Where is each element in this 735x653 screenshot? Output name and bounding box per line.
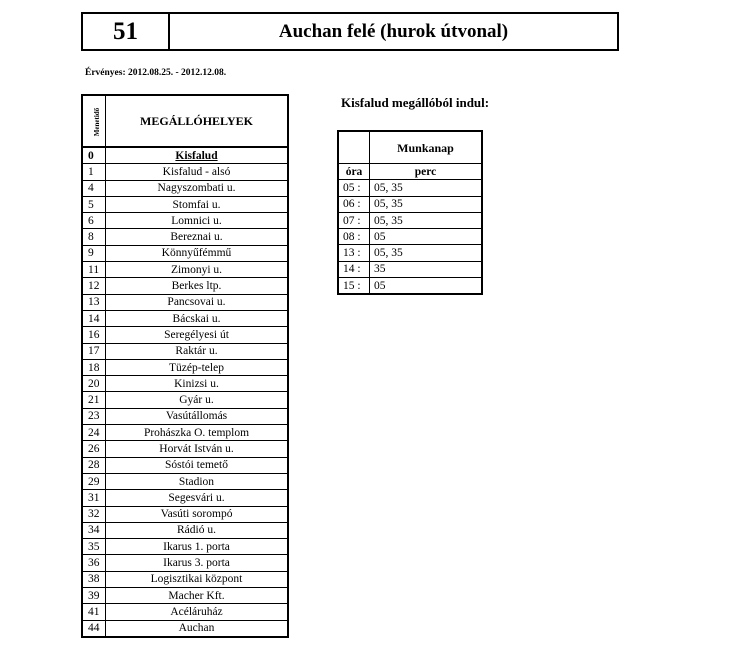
stop-row	[82, 310, 288, 326]
stop-travel-minutes: 34	[82, 522, 106, 538]
stop-travel-minutes: 23	[82, 408, 106, 424]
stop-row	[82, 343, 288, 359]
departure-hour: 15 :	[338, 278, 370, 295]
departures-table	[337, 130, 483, 295]
stop-travel-minutes: 38	[82, 571, 106, 587]
departure-minutes: 35	[370, 261, 483, 277]
departure-row	[338, 196, 482, 212]
departure-minutes: 05, 35	[370, 212, 483, 228]
departure-hour: 05 :	[338, 180, 370, 196]
stop-name: Kisfalud - alsó	[106, 164, 289, 180]
stop-row	[82, 147, 288, 164]
stop-travel-minutes: 21	[82, 392, 106, 408]
stop-travel-minutes: 32	[82, 506, 106, 522]
blank-header-cell	[338, 131, 370, 164]
stop-travel-minutes: 18	[82, 359, 106, 375]
stop-row	[82, 539, 288, 555]
stop-name: Könnyűfémmű	[106, 245, 289, 261]
stop-travel-minutes: 26	[82, 441, 106, 457]
stop-name: Bereznai u.	[106, 229, 289, 245]
stop-row	[82, 425, 288, 441]
stop-name: Stadion	[106, 473, 289, 489]
hour-column-header: óra	[338, 164, 370, 180]
stop-travel-minutes: 35	[82, 539, 106, 555]
departure-hour: 08 :	[338, 229, 370, 245]
departure-row	[338, 212, 482, 228]
stop-row	[82, 392, 288, 408]
stop-travel-minutes: 13	[82, 294, 106, 310]
stop-row	[82, 294, 288, 310]
stop-name: Rádió u.	[106, 522, 289, 538]
stop-travel-minutes: 6	[82, 213, 106, 229]
stops-table	[81, 94, 289, 638]
stop-name: Ikarus 3. porta	[106, 555, 289, 571]
departure-row	[338, 180, 482, 196]
stop-name: Macher Kft.	[106, 588, 289, 604]
stop-row	[82, 441, 288, 457]
stop-travel-minutes: 24	[82, 425, 106, 441]
stop-travel-minutes: 44	[82, 620, 106, 637]
validity-period: Érvényes: 2012.08.25. - 2012.12.08.	[85, 68, 227, 78]
stop-travel-minutes: 12	[82, 278, 106, 294]
minute-column-header: perc	[370, 164, 483, 180]
stop-name: Raktár u.	[106, 343, 289, 359]
departure-hour: 14 :	[338, 261, 370, 277]
stop-row	[82, 555, 288, 571]
departure-minutes: 05, 35	[370, 196, 483, 212]
stop-name: Horvát István u.	[106, 441, 289, 457]
stop-travel-minutes: 28	[82, 457, 106, 473]
stop-travel-minutes: 11	[82, 262, 106, 278]
stop-name: Tüzép-telep	[106, 359, 289, 375]
departure-row	[338, 245, 482, 261]
stop-row	[82, 229, 288, 245]
route-name: Auchan felé (hurok útvonal)	[278, 20, 509, 42]
stop-name: Vasútállomás	[106, 408, 289, 424]
stop-row	[82, 490, 288, 506]
stop-row	[82, 473, 288, 489]
stop-travel-minutes: 9	[82, 245, 106, 261]
stop-name: Acéláruház	[106, 604, 289, 620]
stop-name: Vasúti sorompó	[106, 506, 289, 522]
stop-travel-minutes: 5	[82, 196, 106, 212]
stop-row	[82, 408, 288, 424]
stops-column-header: MEGÁLLÓHELYEK	[106, 95, 289, 147]
stop-name: Zimonyi u.	[106, 262, 289, 278]
departure-row	[338, 229, 482, 245]
stop-row	[82, 327, 288, 343]
stop-row	[82, 164, 288, 180]
stop-row	[82, 457, 288, 473]
stop-row	[82, 522, 288, 538]
stop-name: Berkes ltp.	[106, 278, 289, 294]
stop-name: Sóstói temető	[106, 457, 289, 473]
stop-row	[82, 213, 288, 229]
stop-name: Prohászka O. templom	[106, 425, 289, 441]
stop-name: Seregélyesi út	[106, 327, 289, 343]
departure-hour: 07 :	[338, 212, 370, 228]
departure-minutes: 05	[370, 229, 483, 245]
stop-name: Lomnici u.	[106, 213, 289, 229]
stop-row	[82, 262, 288, 278]
stop-travel-minutes: 14	[82, 310, 106, 326]
stop-row	[82, 196, 288, 212]
stop-travel-minutes: 31	[82, 490, 106, 506]
minutes-column-header: Menetidő	[82, 95, 106, 147]
departure-row	[338, 261, 482, 277]
stop-row	[82, 588, 288, 604]
route-number: 51	[83, 14, 170, 49]
stop-row	[82, 620, 288, 637]
departure-hour: 13 :	[338, 245, 370, 261]
stop-row	[82, 359, 288, 375]
stop-travel-minutes: 0	[82, 147, 106, 164]
departure-minutes: 05, 35	[370, 245, 483, 261]
stop-name: Gyár u.	[106, 392, 289, 408]
stop-name: Stomfai u.	[106, 196, 289, 212]
departure-row	[338, 278, 482, 295]
stop-travel-minutes: 29	[82, 473, 106, 489]
stop-name: Auchan	[106, 620, 289, 637]
stop-travel-minutes: 41	[82, 604, 106, 620]
stop-name: Nagyszombati u.	[106, 180, 289, 196]
stop-row	[82, 506, 288, 522]
stop-travel-minutes: 16	[82, 327, 106, 343]
stop-name: Logisztikai központ	[106, 571, 289, 587]
stop-name: Pancsovai u.	[106, 294, 289, 310]
stop-name: Kisfalud	[106, 147, 289, 164]
departure-minutes: 05, 35	[370, 180, 483, 196]
departure-minutes: 05	[370, 278, 483, 295]
stop-travel-minutes: 1	[82, 164, 106, 180]
stop-row	[82, 278, 288, 294]
stop-name: Ikarus 1. porta	[106, 539, 289, 555]
stop-name: Kinizsi u.	[106, 376, 289, 392]
stop-name: Segesvári u.	[106, 490, 289, 506]
stop-travel-minutes: 20	[82, 376, 106, 392]
stop-row	[82, 604, 288, 620]
route-header	[81, 12, 619, 51]
departures-title: Kisfalud megállóból indul:	[341, 95, 490, 110]
stop-travel-minutes: 4	[82, 180, 106, 196]
stop-travel-minutes: 8	[82, 229, 106, 245]
stop-travel-minutes: 39	[82, 588, 106, 604]
stop-row	[82, 376, 288, 392]
stop-travel-minutes: 17	[82, 343, 106, 359]
stop-row	[82, 245, 288, 261]
stop-travel-minutes: 36	[82, 555, 106, 571]
stop-row	[82, 571, 288, 587]
day-type-header: Munkanap	[370, 131, 483, 164]
departure-hour: 06 :	[338, 196, 370, 212]
stop-row	[82, 180, 288, 196]
stop-name: Bácskai u.	[106, 310, 289, 326]
